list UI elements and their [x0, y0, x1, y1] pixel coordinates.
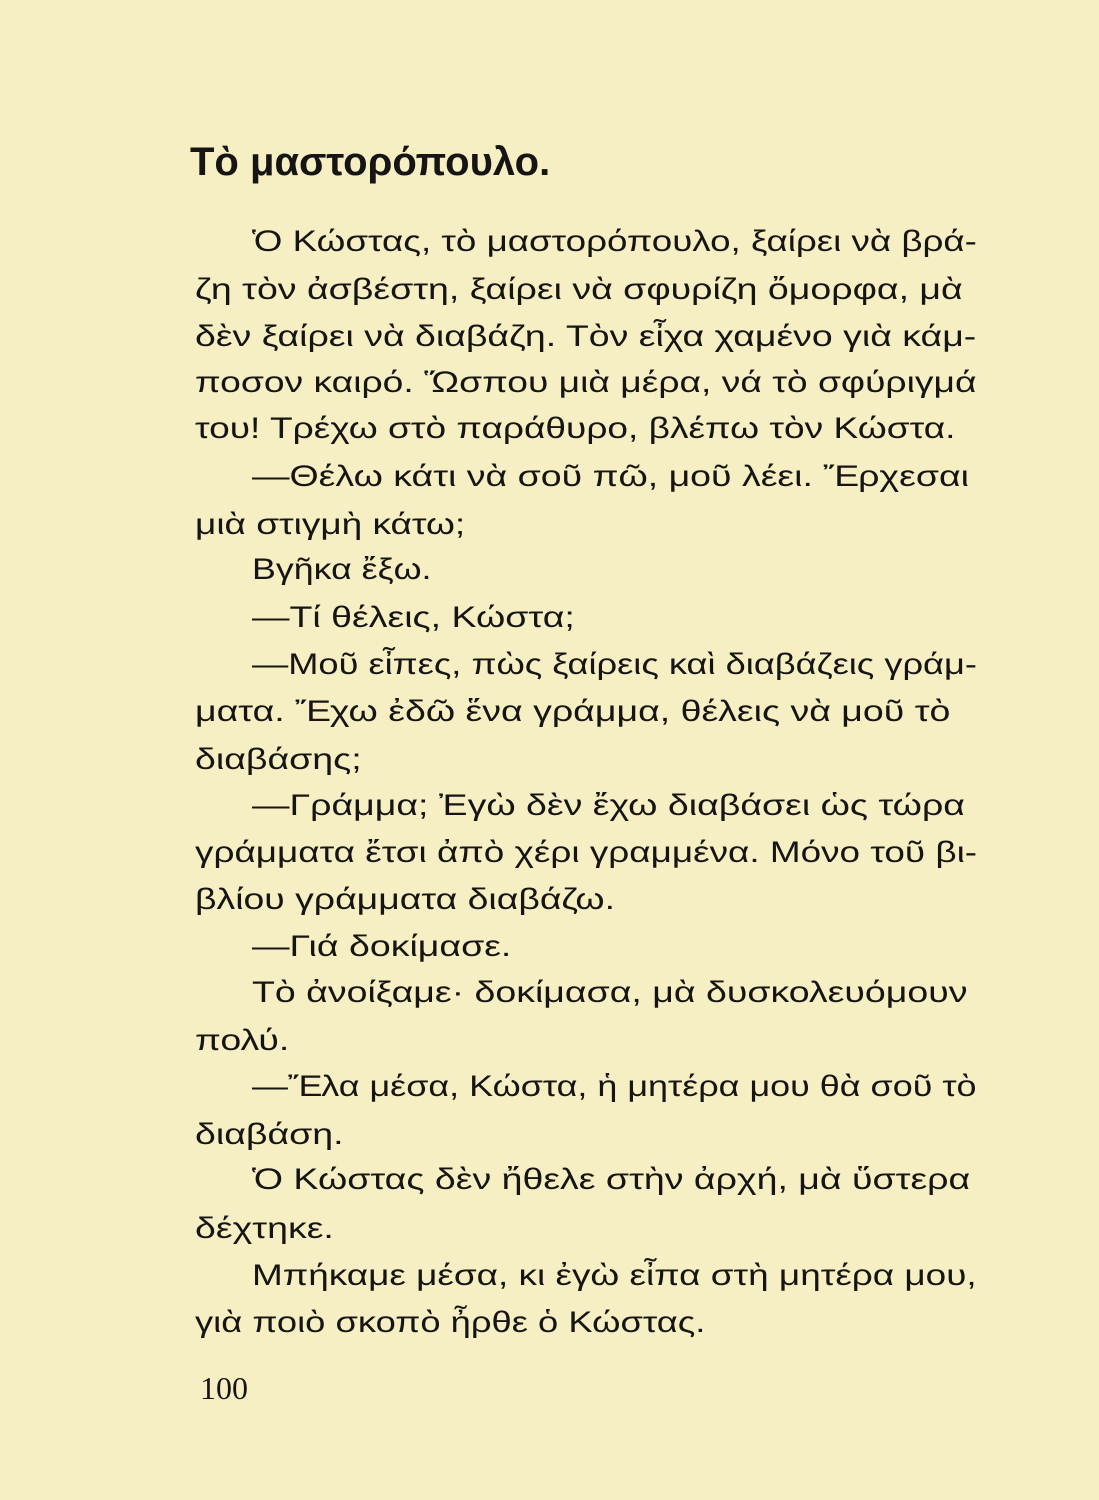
text-line: —Γράμμα; Ἐγὼ δὲν ἔχω διαβάσει ὡς τώρα: [252, 789, 965, 822]
text-line: μιὰ στιγμὴ κάτω;: [195, 508, 466, 541]
text-line: Βγῆκα ἔξω.: [252, 553, 432, 586]
text-line: διαβάσης;: [195, 743, 362, 776]
text-line: Ὁ Κώστας δὲν ἤθελε στὴν ἀρχή, μὰ ὕστερα: [252, 1163, 971, 1196]
text-line: Τὸ ἀνοίξαμε· δοκίμασα, μὰ δυσκολευόμουν: [252, 976, 968, 1009]
page-number: 100: [200, 1370, 248, 1406]
text-line: Μπήκαμε μέσα, κι ἐγὼ εἶπα στὴ μητέρα μου,: [252, 1259, 977, 1292]
text-line: —Γιά δοκίμασε.: [252, 930, 512, 963]
text-line: ματα. Ἔχω ἐδῶ ἕνα γράμμα, θέλεις νὰ μοῦ τὸ: [195, 695, 951, 728]
text-line: —Μοῦ εἶπες, πὼς ξαίρεις καὶ διαβάζεις γράμ-: [252, 648, 977, 681]
text-line: βλίου γράμματα διαβάζω.: [195, 883, 615, 916]
text-line: διαβάση.: [195, 1118, 344, 1151]
text-line: —Θέλω κάτι νὰ σοῦ πῶ, μοῦ λέει. Ἔρχεσαι: [252, 460, 969, 493]
text-line: Ὁ Κώστας, τὸ μαστορόπουλο, ξαίρει νὰ βρά-: [252, 225, 977, 258]
text-line: ζη τὸν ἀσβέστη, ξαίρει νὰ σφυρίζη ὄμορφα, μὰ: [195, 273, 963, 306]
text-line: πολύ.: [195, 1024, 290, 1057]
text-line: δὲν ξαίρει νὰ διαβάζη. Τὸν εἶχα χαμένο γιὰ κάμ-: [195, 320, 977, 353]
text-line: γράμματα ἔτσι ἀπὸ χέρι γραμμένα. Μόνο τοῦ βι-: [195, 836, 978, 869]
text-line: —Τί θέλεις, Κώστα;: [252, 601, 575, 634]
text-line: ποσον καιρό. Ὥσπου μιὰ μέρα, νά τὸ σφύριγμά: [195, 366, 977, 399]
text-line: γιὰ ποιὸ σκοπὸ ἦρθε ὁ Κώστας.: [195, 1306, 706, 1339]
text-line: —Ἔλα μέσα, Κώστα, ἡ μητέρα μου θὰ σοῦ τὸ: [252, 1070, 977, 1103]
text-line: δέχτηκε.: [195, 1212, 334, 1245]
text-line: του! Τρέχω στὸ παράθυρο, βλέπω τὸν Κώστα.: [195, 412, 956, 445]
chapter-title: Τὸ μαστορόπουλο.: [190, 140, 551, 184]
